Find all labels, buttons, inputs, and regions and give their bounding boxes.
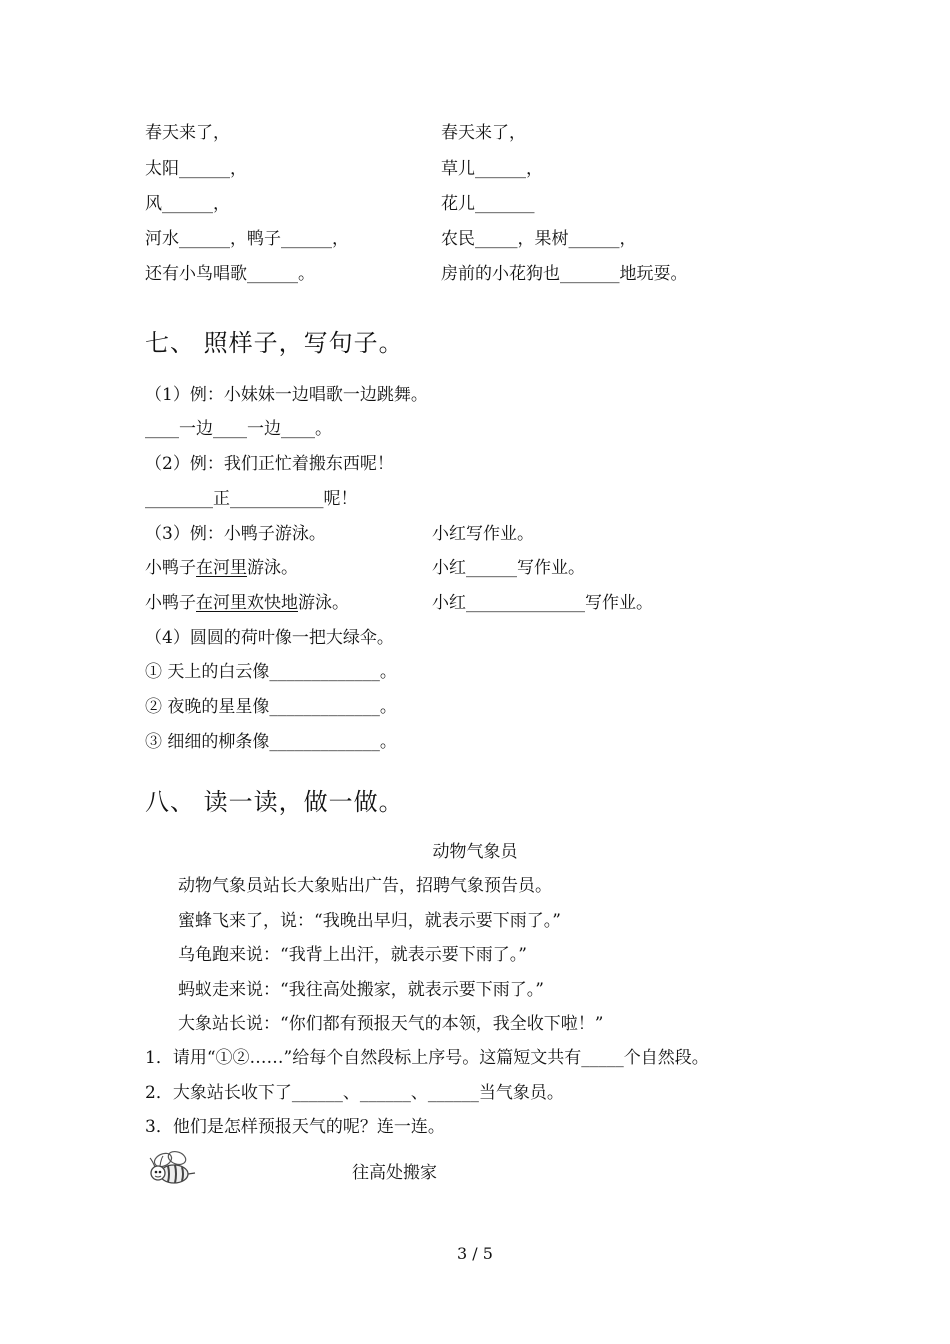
q4-item-1: ① 天上的白云像_____________。 xyxy=(145,662,397,682)
story-paragraph-2: 蜜蜂飞来了，说：“我晚出早归，就表示要下雨了。” xyxy=(178,911,561,931)
bee-icon xyxy=(146,1148,198,1188)
poem-left-line-5: 还有小鸟唱歌______。 xyxy=(145,264,315,284)
q4-item-2: ② 夜晚的星星像_____________。 xyxy=(145,697,397,717)
poem-right-line-1: 春天来了， xyxy=(441,123,526,143)
q2-blank: ________正___________呢！ xyxy=(145,489,358,509)
poem-right-line-2: 草儿______， xyxy=(441,159,543,179)
q3-line-3 xyxy=(145,592,349,614)
q3-line-2-right: 小红______写作业。 xyxy=(432,558,585,578)
poem-left-line-2: 太阳______， xyxy=(145,159,247,179)
q2-example: （2）例：我们正忙着搬东西呢！ xyxy=(145,454,394,474)
q3-line-3-post: 游泳。 xyxy=(298,593,349,613)
story-paragraph-5: 大象站长说：“你们都有预报天气的本领，我全收下啦！” xyxy=(178,1014,604,1034)
q4-example: （4）圆圆的荷叶像一把大绿伞。 xyxy=(145,628,394,648)
q3-line-2-underlined: 在河里 xyxy=(196,558,247,578)
story-title: 动物气象员 xyxy=(432,842,518,862)
match-item: 往高处搬家 xyxy=(352,1163,437,1183)
s8-question-2: 2．大象站长收下了______、______、______当气象员。 xyxy=(145,1083,564,1103)
q3-line-2-post: 游泳。 xyxy=(247,558,298,578)
q3-line-3-underlined: 在河里欢快地 xyxy=(196,593,298,613)
poem-right-line-4: 农民_____，果树______， xyxy=(441,229,637,249)
q3-line-3-pre: 小鸭子 xyxy=(145,593,196,613)
q1-blank: ____一边____一边____。 xyxy=(145,419,332,439)
s8-question-3: 3．他们是怎样预报天气的呢？连一连。 xyxy=(145,1117,445,1137)
story-paragraph-3: 乌龟跑来说：“我背上出汗，就表示要下雨了。” xyxy=(178,945,527,965)
poem-left-line-3: 风______， xyxy=(145,194,230,214)
poem-right-line-5: 房前的小花狗也_______地玩耍。 xyxy=(441,264,688,284)
q3-line-3-right: 小红______________写作业。 xyxy=(432,593,653,613)
q3-line-2-pre: 小鸭子 xyxy=(145,558,196,578)
q3-example: （3）例：小鸭子游泳。 xyxy=(145,524,326,544)
poem-left-line-1: 春天来了， xyxy=(145,123,230,143)
poem-right-line-3: 花儿_______ xyxy=(441,194,535,214)
story-paragraph-1: 动物气象员站长大象贴出广告，招聘气象预告员。 xyxy=(178,876,552,896)
page-number: 3 / 5 xyxy=(457,1244,493,1263)
section-8-heading: 八、 读一读，做一做。 xyxy=(145,788,404,816)
s8-question-1: 1．请用“①②……”给每个自然段标上序号。这篇短文共有_____个自然段。 xyxy=(145,1048,709,1068)
poem-left-line-4: 河水______，鸭子______， xyxy=(145,229,349,249)
q1-example: （1）例：小妹妹一边唱歌一边跳舞。 xyxy=(145,385,428,405)
q3-example-right: 小红写作业。 xyxy=(432,524,534,544)
q3-line-2 xyxy=(145,557,298,579)
q4-item-3: ③ 细细的柳条像_____________。 xyxy=(145,732,397,752)
story-paragraph-4: 蚂蚁走来说：“我往高处搬家，就表示要下雨了。” xyxy=(178,980,544,1000)
section-7-heading: 七、 照样子，写句子。 xyxy=(145,329,404,357)
